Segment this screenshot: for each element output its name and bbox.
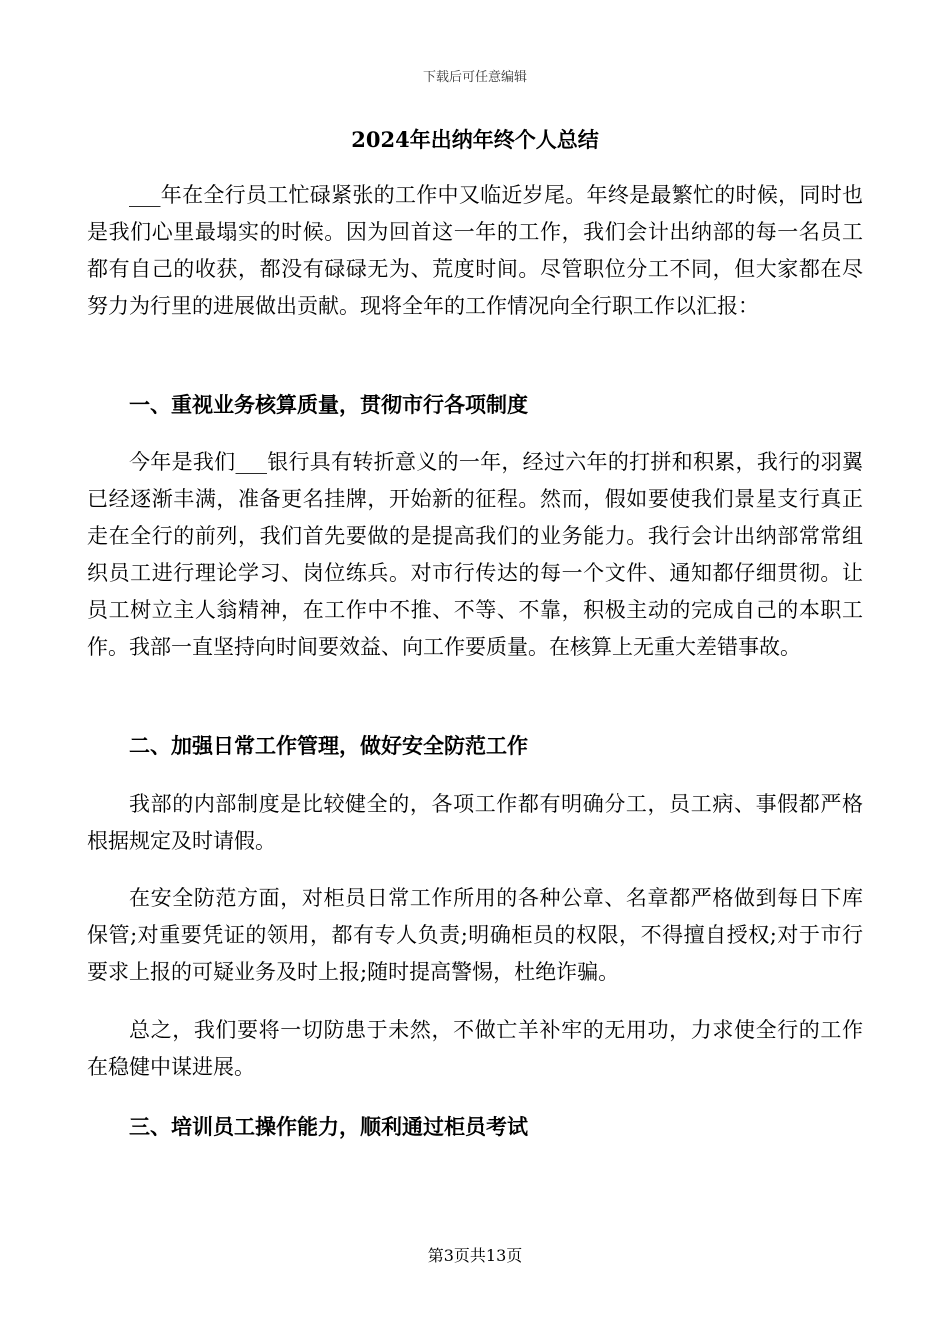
section-2-body-1 <box>87 786 863 860</box>
page-header: 下载后可任意编辑 <box>422 70 527 85</box>
intro-paragraph: ___年在全行员工忙碌紧张的工作中又临近岁尾。年终是最繁忙的时候，同时也是我们心里最塌实的时候。因为回首这一年的工作，我们会计出纳部的每一名员工都有自己的收获，都没有碌碌无为、荒度时间。尽管职位分工不同，但大家都在尽努力为行里的进展做出贡献。现将全年的工作情况向全行职工作以汇报： <box>87 183 863 318</box>
section-2-body-3 <box>87 1012 863 1086</box>
section-2-body-2 <box>87 880 863 991</box>
section-2-paragraph-1: 我部的内部制度是比较健全的，各项工作都有明确分工，员工病、事假都严格根据规定及时请假。 <box>87 792 863 853</box>
section-1-paragraph: 今年是我们___银行具有转折意义的一年，经过六年的打拼和积累，我行的羽翼已经逐渐丰满，准备更名挂牌，开始新的征程。然而，假如要使我们景星支行真正走在全行的前列，我们首先要做的是提高我们的业务能力。我行会计出纳部常常组织员工进行理论学习、岗位练兵。对市行传达的每一个文件、通知都仔细贯彻。让员工树立主人翁精神，在工作中不推、不等、不靠，积极主动的完成自己的本职工作。我部一直坚持向时间要效益、向工作要质量。在核算上无重大差错事故。 <box>87 450 863 659</box>
section-1-body <box>87 444 863 666</box>
section-2-paragraph-2: 在安全防范方面，对柜员日常工作所用的各种公章、名章都严格做到每日下库保管;对重要凭证的领用，都有专人负责;明确柜员的权限，不得擅自授权;对于市行要求上报的可疑业务及时上报;随时提高警惕，杜绝诈骗。 <box>87 886 863 984</box>
section-3-heading: 三、培训员工操作能力，顺利通过柜员考试 <box>129 1114 528 1139</box>
page-footer: 第3页共13页 <box>427 1246 523 1265</box>
section-2-paragraph-3: 总之，我们要将一切防患于未然，不做亡羊补牢的无用功，力求使全行的工作在稳健中谋进展。 <box>87 1018 863 1079</box>
section-1-heading: 一、重视业务核算质量，贯彻市行各项制度 <box>129 392 528 417</box>
intro-paragraph-block <box>87 177 863 325</box>
document-title: 2024年出纳年终个人总结 <box>351 127 599 152</box>
section-2-heading: 二、加强日常工作管理，做好安全防范工作 <box>129 733 528 758</box>
